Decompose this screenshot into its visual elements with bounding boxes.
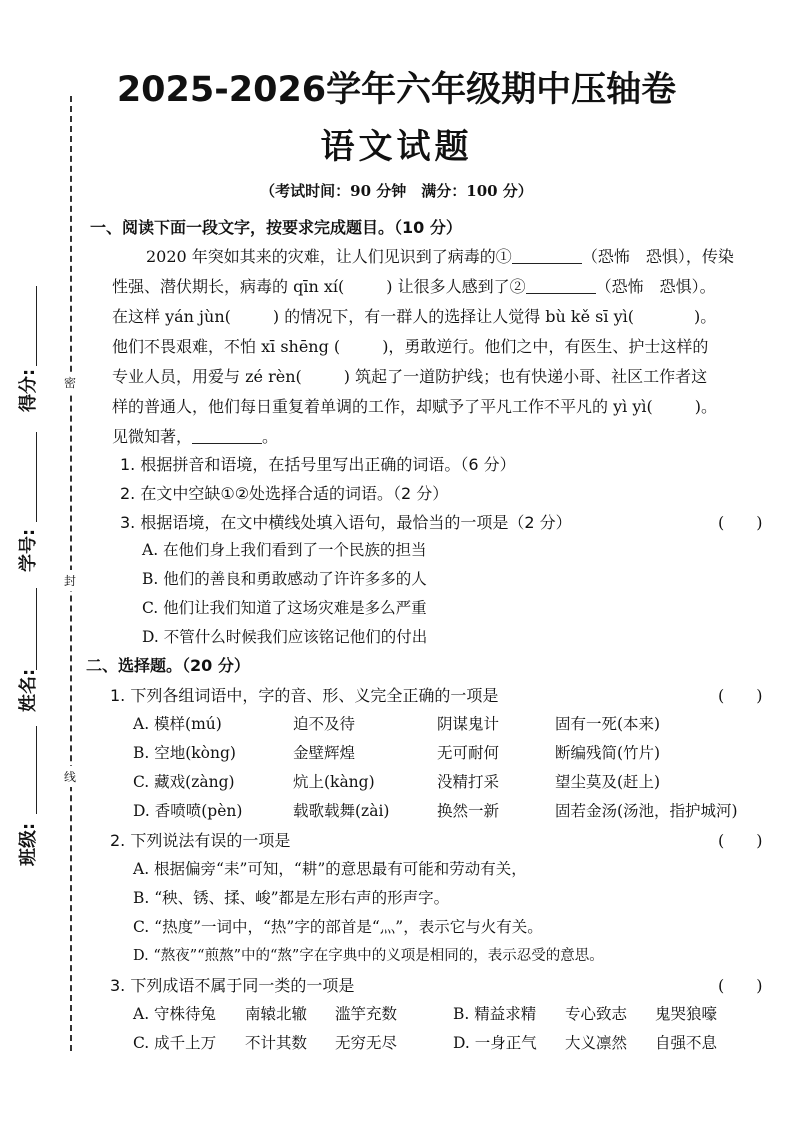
section1-heading: 一、阅读下面一段文字，按要求完成题目。（10 分） [90,218,462,237]
s2-q2-option-a: A. 根据偏旁“耒”可知，“耕”的意思最有可能和劳动有关， [133,860,527,878]
s2-question-2: 2. 下列说法有误的一项是 [110,831,291,850]
blank-2[interactable] [526,277,596,294]
student-id-blank[interactable] [36,432,37,522]
passage-line-1: 2020 年突如其来的灾难，让人们见识到了病毒的① （恐怖 恐惧），传染 [146,247,734,266]
s2-question-1: 1. 下列各组词语中，字的音、形、义完全正确的一项是 [110,686,499,705]
passage-line-7: 见微知著， 。 [112,427,279,446]
s1-q3-option-c: C. 他们让我们知道了这场灾难是多么严重 [142,599,427,617]
passage-line-4: 他们不畏艰难，不怕 xī shēng ( )，勇敢逆行。他们之中，有医生、护士这样的 [112,337,709,356]
exam-info: （考试时间：90 分钟 满分：100 分） [260,182,533,200]
s1-q3-option-a: A. 在他们身上我们看到了一个民族的担当 [142,541,427,559]
s2-q2-option-c: C. “热度”一词中，“热”字的部首是“灬”，表示它与火有关。 [133,918,543,936]
s2-q3-answer-box[interactable]: ( ) [718,976,763,995]
blank-1[interactable] [512,247,582,264]
s2-q2-option-b: B. “秧、锈、揉、峻”都是左形右声的形声字。 [133,889,450,907]
passage-line-2: 性强、潜伏期长，病毒的 qīn xí( ) 让很多人感到了② （恐怖 恐惧）。 [112,277,716,296]
label-student-id: 学号: [18,528,39,572]
name-blank[interactable] [36,588,37,670]
s1-question-2: 2. 在文中空缺①②处选择合适的词语。（2 分） [120,484,449,503]
passage-line-6: 样的普通人，他们每日重复着单调的工作，却赋予了平凡工作不平凡的 yì yì( )。 [112,397,717,416]
passage-line-5: 专业人员，用爱与 zé rèn( ) 筑起了一道防护线；也有快递小哥、社区工作者这 [112,367,708,386]
s1-q3-answer-box[interactable]: ( ) [718,513,763,532]
s1-q3-option-d: D. 不管什么时候我们应该铭记他们的付出 [142,628,428,646]
seal-char-feng: 封 [64,570,76,591]
class-blank[interactable] [36,726,37,814]
blank-3[interactable] [192,427,262,444]
s2-q2-answer-box[interactable]: ( ) [718,831,763,850]
passage-line-3: 在这样 yán jùn( ) 的情况下，有一群人的选择让人觉得 bù kě sī yì( )。 [112,307,717,326]
section2-heading: 二、选择题。（20 分） [86,656,250,675]
score-blank[interactable] [36,286,37,366]
s1-question-3: 3. 根据语境，在文中横线处填入语句，最恰当的一项是（2 分） [120,513,572,532]
exam-subject: 语文试题 [320,127,473,167]
label-name: 姓名: [18,668,39,712]
seal-char-mi: 密 [64,372,76,393]
s2-question-3: 3. 下列成语不属于同一类的一项是 [110,976,355,995]
s2-q2-option-d: D. “熬夜”“煎熬”中的“熬”字在字典中的义项是相同的，表示忍受的意思。 [133,948,604,964]
s1-q3-option-b: B. 他们的善良和勇敢感动了许许多多的人 [142,570,427,588]
label-score: 得分: [18,368,39,412]
seal-char-xian: 线 [64,766,76,787]
s1-question-1: 1. 根据拼音和语境，在括号里写出正确的词语。（6 分） [120,455,516,474]
s2-q1-answer-box[interactable]: ( ) [718,686,763,705]
label-class: 班级: [18,822,39,866]
exam-title: 2025-2026学年六年级期中压轴卷 [116,70,677,110]
